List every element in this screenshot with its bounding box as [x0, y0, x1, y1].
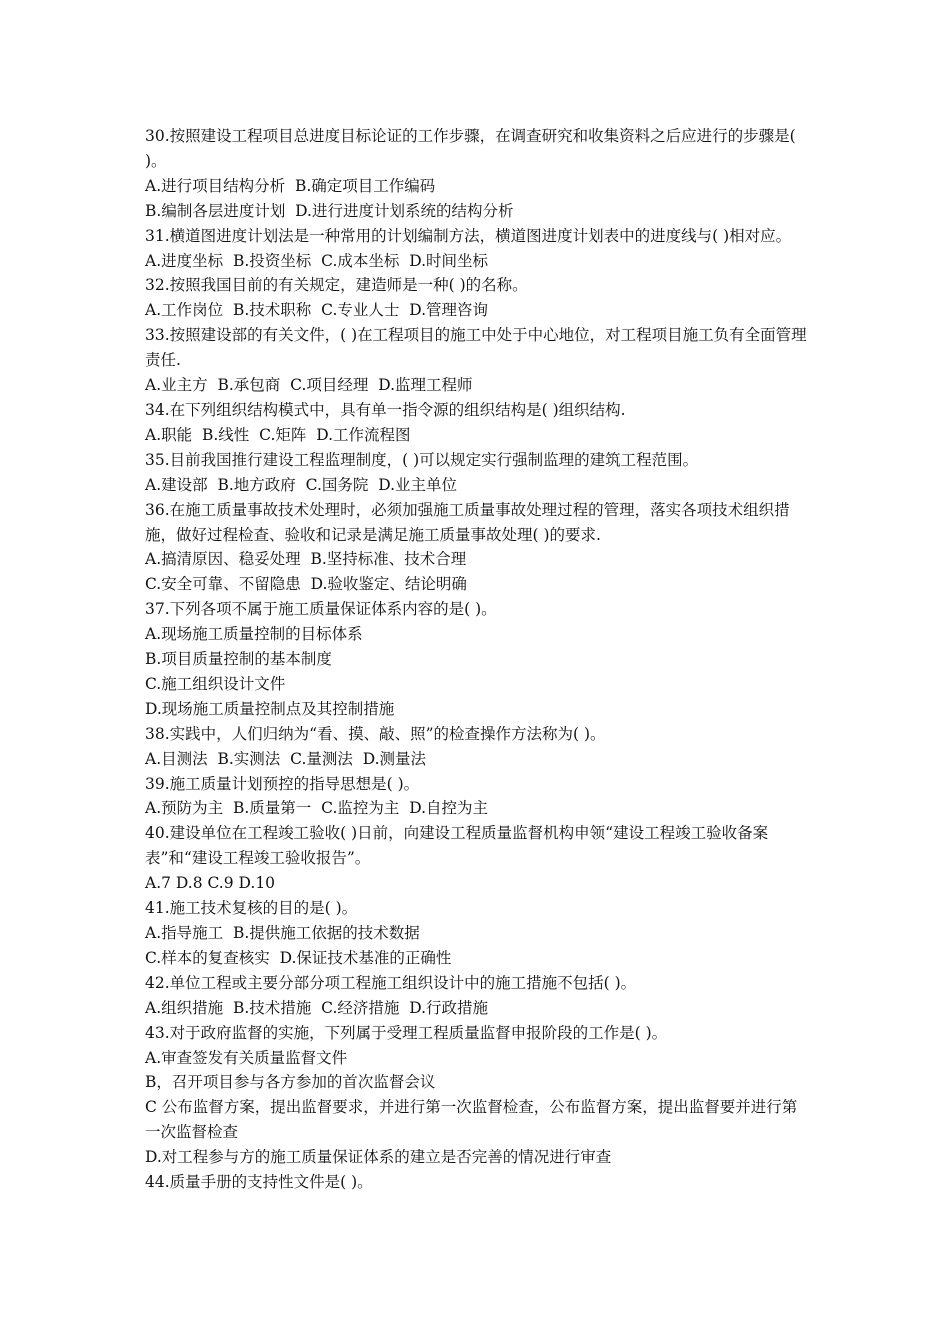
question-31-stem: 31.横道图进度计划法是一种常用的计划编制方法，横道图进度计划表中的进度线与( )相对应。	[145, 226, 792, 245]
question-42-stem: 42.单位工程或主要分部分项工程施工组织设计中的施工措施不包括( )。	[145, 973, 637, 992]
question-36-options-1: A.搞清原因、稳妥处理 B.坚持标准、技术合理	[145, 550, 467, 569]
question-37-option-d: D.现场施工质量控制点及其控制措施	[145, 699, 395, 718]
question-43-stem: 43.对于政府监督的实施，下列属于受理工程质量监督申报阶段的工作是( )。	[145, 1023, 668, 1042]
question-35-stem: 35.目前我国推行建设工程监理制度，( )可以规定实行强制监理的建筑工程范围。	[145, 450, 699, 469]
question-34-options: A.职能 B.线性 C.矩阵 D.工作流程图	[145, 425, 411, 444]
question-30-stem: 30.按照建设工程项目总进度目标论证的工作步骤，在调查研究和收集资料之后应进行的步骤是( )。	[145, 127, 801, 170]
question-33-options: A.业主方 B.承包商 C.项目经理 D.监理工程师	[145, 376, 473, 395]
question-32-stem: 32.按照我国目前的有关规定，建造师是一种( )的名称。	[145, 276, 528, 295]
question-43-option-c: C 公布监督方案，提出监督要求，并进行第一次监督检查，公布监督方案，提出监督要并进行第一次监督检查	[145, 1098, 798, 1142]
question-33-stem: 33.按照建设部的有关文件，( )在工程项目的施工中处于中心地位，对工程项目施工负有全面管理责任.	[145, 326, 807, 370]
question-34-stem: 34.在下列组织结构模式中，具有单一指令源的组织结构是( )组织结构.	[145, 400, 626, 419]
question-39-stem: 39.施工质量计划预控的指导思想是( )。	[145, 774, 420, 793]
question-36-stem: 36.在施工质量事故技术处理时，必须加强施工质量事故处理过程的管理，落实各项技术组织措施，做好过程检查、验收和记录是满足施工质量事故处理( )的要求.	[145, 500, 790, 544]
question-41-options-2: C.样本的复查核实 D.保证技术基准的正确性	[145, 948, 452, 967]
question-37-option-a: A.现场施工质量控制的目标体系	[145, 625, 363, 644]
question-43-option-b: B，召开项目参与各方参加的首次监督会议	[145, 1073, 436, 1092]
question-38-stem: 38.实践中，人们归纳为“看、摸、敲、照”的检查操作方法称为( )。	[145, 724, 606, 743]
question-40-stem: 40.建设单位在工程竣工验收( )日前，向建设工程质量监督机构申领“建设工程竣工验收备案表”和“建设工程竣工验收报告”。	[145, 824, 769, 868]
question-37-option-c: C.施工组织设计文件	[145, 674, 286, 693]
question-43-option-a: A.审查签发有关质量监督文件	[145, 1048, 348, 1067]
question-32-options: A.工作岗位 B.技术职称 C.专业人士 D.管理咨询	[145, 301, 489, 320]
question-30-options-2: B.编制各层进度计划 D.进行进度计划系统的结构分析	[145, 201, 514, 220]
question-40-options: A.7 D.8 C.9 D.10	[145, 874, 276, 893]
question-39-options: A.预防为主 B.质量第一 C.监控为主 D.自控为主	[145, 799, 489, 818]
question-31-options: A.进度坐标 B.投资坐标 C.成本坐标 D.时间坐标	[145, 251, 489, 270]
question-41-stem: 41.施工技术复核的目的是( )。	[145, 899, 358, 918]
question-44-stem: 44.质量手册的支持性文件是( )。	[145, 1173, 373, 1192]
question-37-option-b: B.项目质量控制的基本制度	[145, 650, 332, 669]
question-35-options: A.建设部 B.地方政府 C.国务院 D.业主单位	[145, 475, 458, 494]
question-38-options: A.目测法 B.实测法 C.量测法 D.测量法	[145, 749, 427, 768]
question-36-options-2: C.安全可靠、不留隐患 D.验收鉴定、结论明确	[145, 575, 467, 594]
question-43-option-d: D.对工程参与方的施工质量保证体系的建立是否完善的情况进行审查	[145, 1148, 612, 1167]
question-42-options: A.组织措施 B.技术措施 C.经济措施 D.行政措施	[145, 998, 489, 1017]
question-41-options-1: A.指导施工 B.提供施工依据的技术数据	[145, 924, 420, 942]
document-page	[145, 124, 810, 1195]
question-30-options-1: A.进行项目结构分析 B.确定项目工作编码	[145, 176, 436, 195]
question-37-stem: 37.下列各项不属于施工质量保证体系内容的是( )。	[145, 600, 497, 619]
